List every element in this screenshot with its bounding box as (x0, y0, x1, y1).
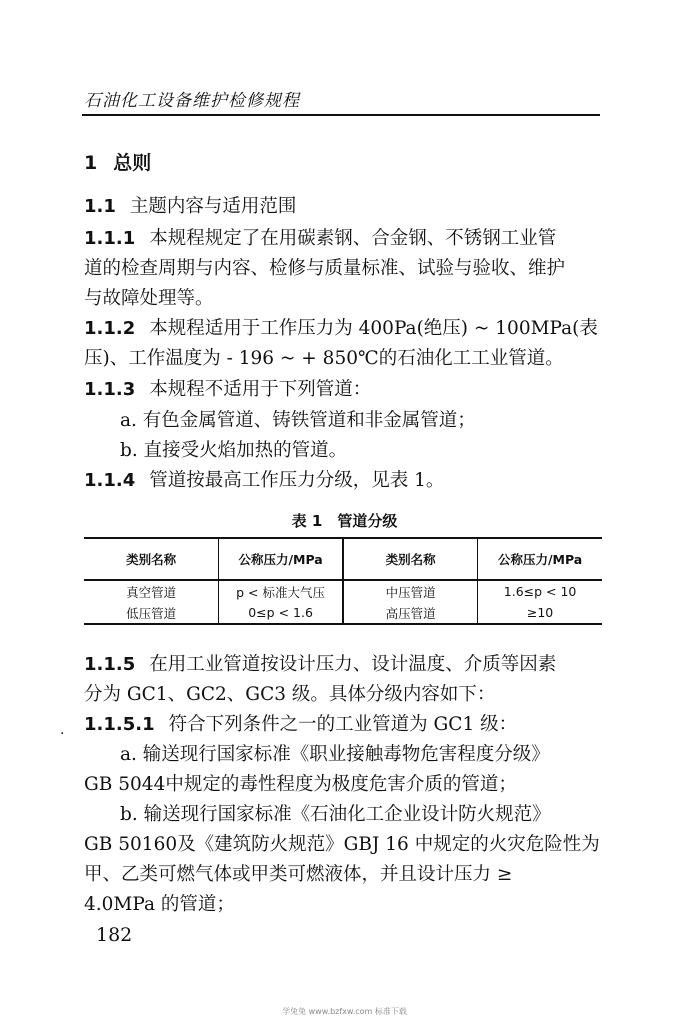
table-row (84, 580, 602, 602)
table-header-cell: 类别名称 (126, 552, 177, 567)
para-1-1-1-line-3: 与故障处理等。 (84, 288, 214, 309)
para-1-1-3-item-a: a. 有色金属管道、铸铁管道和非金属管道； (120, 410, 476, 431)
table-header-row (84, 538, 602, 580)
para-text: 本规程适用于工作压力为 400Pa(绝压) ~ 100MPa(表 (149, 318, 598, 339)
table-cell: 低压管道 (126, 605, 177, 621)
para-1-1-5-1-a-line-1: a. 输送现行国家标准《职业接触毒物危害程度分级》 (120, 744, 550, 765)
para-1-1-5-line-2: 分为 GC1、GC2、GC3 级。具体分级内容如下： (84, 684, 496, 705)
para-text: 在用工业管道按设计压力、设计温度、介质等因素 (149, 654, 557, 675)
page-number: 182 (96, 924, 133, 946)
para-1-1-3-item-b: b. 直接受火焰加热的管道。 (120, 440, 348, 461)
section-number: 1.1.4 (84, 470, 136, 491)
para-1-1-5-line-1 (84, 656, 556, 675)
pipe-grade-table (84, 537, 602, 625)
para-text: 本规程不适用于下列管道： (149, 379, 372, 400)
section-1-1-heading (84, 198, 296, 217)
section-number: 1.1.5.1 (84, 714, 155, 735)
para-1-1-3-line-1 (84, 381, 371, 400)
para-text: 符合下列条件之一的工业管道为 GC1 级： (168, 714, 518, 735)
table-header-cell: 类别名称 (343, 538, 478, 580)
section-number: 1.1.3 (84, 379, 136, 400)
table-cell: 高压管道 (343, 602, 478, 624)
para-1-1-1-line-1 (84, 230, 556, 249)
table-cell: 真空管道 (126, 584, 177, 600)
para-text: 本规程规定了在用碳素钢、合金钢、不锈钢工业管 (149, 228, 557, 249)
para-1-1-5-1-a-line-2: GB 5044中规定的毒性程度为极度危害介质的管道； (84, 774, 517, 795)
running-header: 石油化工设备维护检修规程 (84, 91, 300, 111)
margin-mark: . (60, 722, 65, 738)
section-number: 1.1.5 (84, 654, 136, 675)
section-title: 主题内容与适用范围 (129, 196, 297, 217)
para-1-1-5-1-line-1 (84, 716, 517, 735)
para-text: 管道按最高工作压力分级，见表 1。 (149, 470, 445, 491)
para-1-1-2-line-1 (84, 320, 598, 339)
section-number: 1.1.2 (84, 318, 136, 339)
table-cell: p < 标准大气压 (219, 580, 343, 602)
table-header-cell: 公称压力/MPa (478, 538, 602, 580)
para-1-1-5-1-b-line-1: b. 输送现行国家标准《石油化工企业设计防火规范》 (120, 804, 551, 825)
table-caption: 表 1 管道分级 (291, 512, 398, 530)
header-rule (82, 114, 600, 116)
section-number: 1.1 (84, 196, 116, 217)
table-cell: 1.6≤p < 10 (478, 580, 602, 602)
para-1-1-5-1-b-line-3: 甲、乙类可燃气体或甲类可燃液体，并且设计压力 ≥ (84, 864, 513, 885)
para-1-1-1-line-2: 道的检查周期与内容、检修与质量标准、试验与验收、维护 (84, 258, 566, 279)
table-header-cell: 公称压力/MPa (219, 538, 343, 580)
footer-watermark: 学兔兔 www.bzfxw.com 标准下载 (282, 1007, 407, 1016)
section-1-title: 总则 (113, 152, 152, 174)
table-cell: ≥10 (478, 602, 602, 624)
para-1-1-2-line-2: 压)、工作温度为 - 196 ~ + 850℃的石油化工工业管道。 (84, 348, 564, 369)
para-1-1-5-1-b-line-2: GB 50160及《建筑防火规范》GBJ 16 中规定的火灾危险性为 (84, 834, 600, 855)
table-cell: 中压管道 (343, 580, 478, 602)
table-row (84, 602, 602, 624)
para-1-1-4-line-1 (84, 472, 444, 491)
section-1-heading (84, 148, 151, 175)
section-1-number: 1 (84, 152, 98, 174)
section-number: 1.1.1 (84, 228, 136, 249)
para-1-1-5-1-b-line-4: 4.0MPa 的管道； (84, 894, 235, 915)
table-cell: 0≤p < 1.6 (219, 602, 343, 624)
